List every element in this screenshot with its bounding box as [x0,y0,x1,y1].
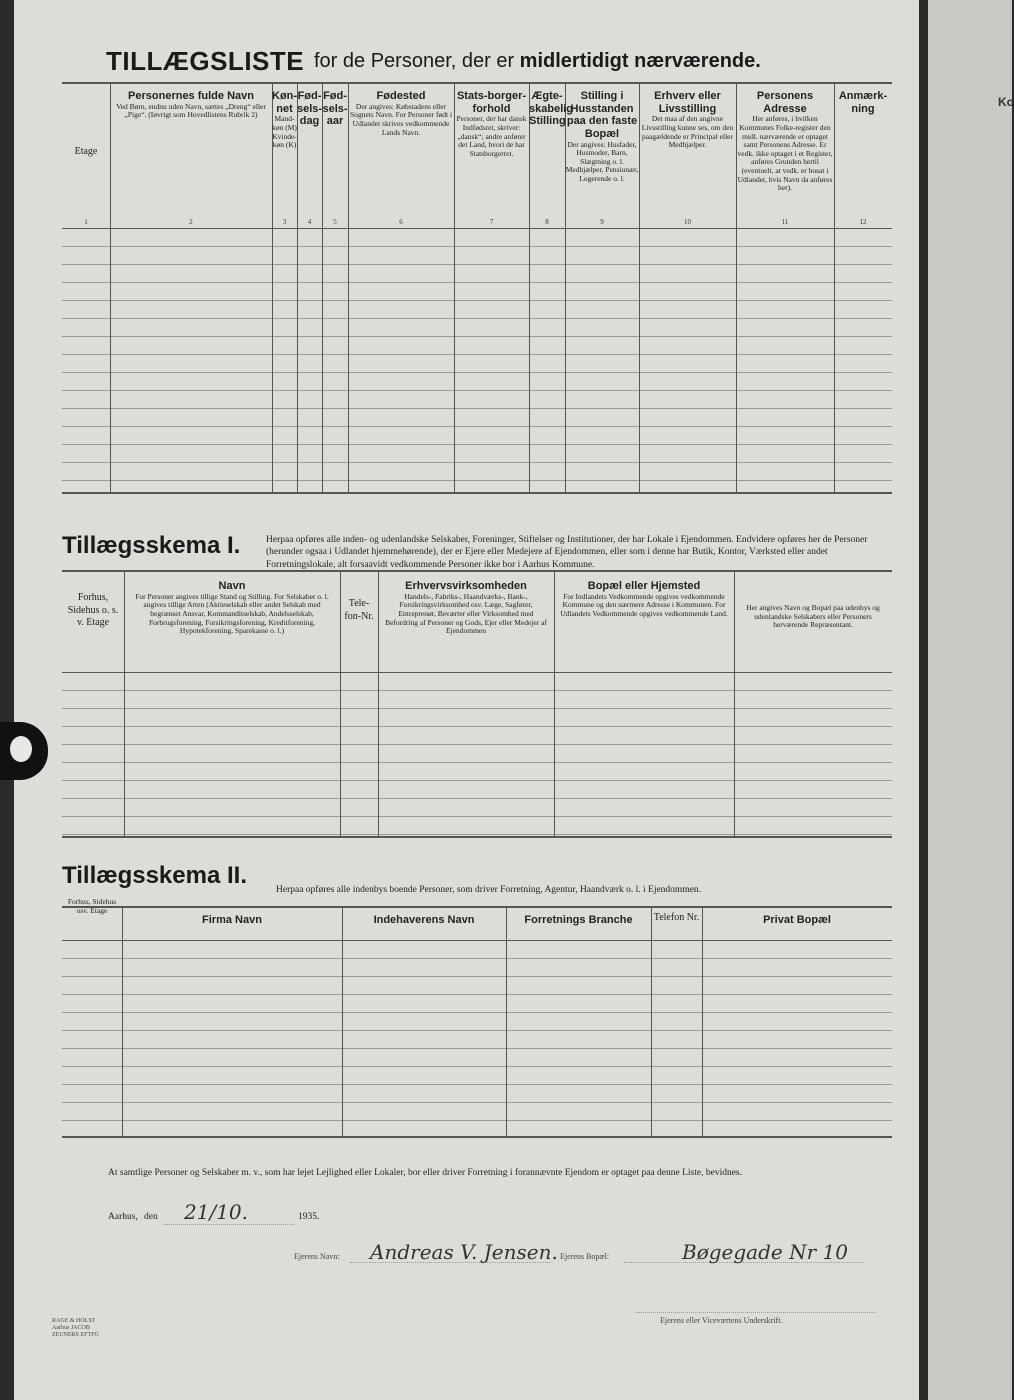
year-label: 1935. [298,1212,320,1222]
form-subtitle: for de Personer, der er midlertidigt nærværende. [314,50,761,72]
main-col-title: Personens Adresse [756,90,814,115]
skema2-col-title: Forretnings Branche [524,914,633,926]
main-col-divider [529,82,530,492]
skema1-col-header-1 [66,592,120,630]
main-col-number: 8 [545,218,549,226]
main-col-instruction: Mand-køn (M) Kvinde-køn (K) [272,114,297,150]
table-row [62,834,892,835]
skema2-col-header-6 [702,914,892,927]
table-row [62,1066,892,1067]
skema1-col-divider [734,570,735,836]
skema1-col-title: Bopæl eller Hjemsted [587,580,701,592]
table-row [62,708,892,709]
main-col-header-12 [834,90,892,115]
main-col-title: Etage [74,146,98,157]
skema1-col-instruction: Forhus, Sidehus o. s. v. Etage [67,592,119,628]
adjacent-page [928,0,1012,1400]
main-col-number: 1 [84,218,88,226]
skema2-col-header-1 [62,898,122,915]
table-row [62,354,892,355]
skema2-title: Tillægsskema II. [62,862,247,889]
main-col-title: Ægte-skabelig Stilling [529,90,574,128]
owner-name-handwritten: Andreas V. Jensen. [370,1240,558,1264]
skema1-col-title: Navn [218,580,246,592]
main-col-header-9 [565,90,639,184]
main-col-header-7 [454,90,529,158]
skema1-col-divider [124,570,125,836]
skema1-col-header-2 [128,580,336,636]
signature-label: Ejerens eller Viceværtens Underskrift. [660,1316,783,1325]
table-row [62,318,892,319]
main-col-instruction: Der angives: Købstadens eller Sognets Navn. For Personer født i Udlandet skrives vedkommende Lands Navn. [349,101,453,137]
skema1-col-header-4 [382,580,550,636]
main-col-title: Erhverv eller Livsstilling [654,90,721,115]
table-row [62,726,892,727]
table-row [62,1012,892,1013]
table-row [62,780,892,781]
main-col-number: 11 [781,218,789,226]
main-col-number: 12 [859,218,867,226]
main-col-header-4 [297,90,322,128]
skema1-col-instruction: For Personer angives tillige Stand og Stilling. For Selskaber o. l. angives tillige Arten (Aktieselskab eller andet Selskab med begrænset Ansvar, Kommanditselskab, Andelsselskab, Forbrugsforening, Forsikringsforening, Kreditforening, Hypotekforening, Sparekasse o. l.) [135,591,329,636]
main-col-header-1 [62,146,110,158]
skema2-col-header-3 [342,914,506,927]
main-col-title: Fød-sels-aar [322,90,348,128]
main-col-title: Fød-sels-dag [297,90,323,128]
main-col-number: 10 [684,218,691,226]
owner-address-handwritten: Bøgegade Nr 10 [682,1240,848,1264]
main-col-instruction: Personer, der har dansk Indfødsret, skriver: „dansk“; andre anfører det Land, hvori de har Statsborgerret. [456,114,527,158]
table-row [62,690,892,691]
main-col-header-8 [529,90,574,128]
table-row [62,744,892,745]
table-row [62,282,892,283]
skema1-col-instruction: Handels-, Fabriks-, Haandværks-, Bank-, Forsikringsvirksomhed osv. Læge, Sagfører, Entreprenør, Beværter eller Virksomhed med Befordring af Personer og Gods, Ejer eller Medejer af Ejendommen [385,591,547,636]
skema2-col-header-4 [506,914,651,927]
main-col-title: Anmærk-ning [838,90,888,115]
main-col-header-2 [110,90,272,120]
table-row [62,1120,892,1121]
main-col-header-10 [639,90,736,150]
skema2-col-title: Privat Bopæl [763,914,831,926]
main-col-title: Køn-net [272,90,298,115]
main-col-number: 7 [489,218,494,226]
main-col-divider [322,82,323,492]
main-col-title: Personernes fulde Navn [128,90,254,102]
skema1-col-header-5 [558,580,730,619]
table-row [62,958,892,959]
main-col-title: Fødested [376,90,426,102]
skema2-col-title: Firma Navn [202,914,262,926]
main-col-instruction: Her anføres, i hvilken Kommunes Folke-register den midl. nærværende er optaget samt Personens Adresse. Er vedk. ikke optaget i et Register, anføres Grunden hertil (eventuelt, at vedk. er hosat i Udlandet, hvis Navn da anføres her). [737,114,833,193]
table-row [62,408,892,409]
skema1-col-instruction: Her angives Navn og Bopæl paa udenbys og udenlandske Selskabers eller Personers herværende Repræsentant. [746,603,880,630]
adjacent-page-fragment: Ko [998,95,1014,109]
skema2-col-header-5 [651,912,702,924]
main-col-number: 6 [399,218,403,226]
skema1-title: Tillægsskema I. [62,532,241,559]
certification-statement: At samtlige Personer og Selskaber m. v., som har lejet Lejlighed eller Lokaler, bor eller driver Forretning i forannævnte Ejendom er optaget paa denne Liste, bevidnes. [108,1168,742,1178]
table-row [62,372,892,373]
skema2-col-divider [702,906,703,1136]
table-row [62,444,892,445]
skema2-col-divider [122,906,123,1136]
main-col-instruction: Der angives: Husfader, Husmoder, Barn, Slægtning o. l. Medhjælper, Pensionær, Logerende o. l. [565,139,639,184]
skema1-description: Herpaa opføres alle inden- og udenlandske Selskaber, Foreninger, Stiftelser og Institutioner, der har Lokale i Ejendommen. Endvidere opføres her de Personer (herunder ogsaa i Udlandet hjemmehørende), der er Ejere eller Medejere af Ejendommen, eller som i denne har Butik, Kontor, Værksted eller andet Forretningslokale, alt forsaavidt vedkommende Personer ikke bor i Aarhus Kommune. [266,535,868,570]
main-col-divider [110,82,111,492]
table-row [62,1048,892,1049]
main-col-title: Stats-borger-forhold [456,90,527,115]
table-row [62,762,892,763]
skema1-col-divider [378,570,379,836]
skema2-col-divider [506,906,507,1136]
skema2-description: Herpaa opføres alle indenbys boende Personer, som driver Forretning, Agentur, Haandværk o. l. i Ejendommen. [276,885,702,895]
place-label: Aarhus, [108,1212,138,1222]
skema1-col-instruction: Tele-fon-Nr. [344,598,374,622]
skema2-col-divider [342,906,343,1136]
main-col-number: 4 [307,218,312,226]
main-col-divider [834,82,835,492]
table-row [62,1030,892,1031]
skema2-col-title: Telefon Nr. [653,912,700,923]
table-row [62,480,892,481]
date-handwritten: 21/10. [184,1200,248,1224]
table-row [62,264,892,265]
main-col-header-11 [736,90,834,193]
skema2-col-title: Forhus, Sidehus osv. Etage [67,897,117,915]
table-row [62,1084,892,1085]
main-col-divider [348,82,349,492]
skema1-col-header-3 [344,598,374,623]
table-row [62,462,892,463]
table-row [62,390,892,391]
skema1-col-title: Erhvervsvirksomheden [405,580,527,592]
owner-address-label: Ejerens Bopæl: [560,1252,610,1261]
main-col-number: 5 [333,218,337,226]
table-row [62,246,892,247]
skema1-col-divider [340,570,341,836]
form-title: TILLÆGSLISTE [106,46,305,76]
main-col-header-5 [322,90,348,128]
skema1-col-divider [554,570,555,836]
main-col-header-3 [272,90,297,150]
census-form-page [14,0,919,1400]
main-col-number: 9 [600,218,604,226]
skema2-col-title: Indehaverens Navn [373,914,475,926]
den-label: den [144,1212,158,1222]
table-row [62,994,892,995]
main-col-instruction: Det maa af den angivne Livsstilling kunne ses, om den paagældende er Principal eller Medhjælper. [641,114,734,150]
skema2-col-header-2 [122,914,342,927]
skema1-col-instruction: For Indlandets Vedkommende opgives vedkommende Kommune og den nærmere Adresse i Kommunen. For Udlandets Vedkommende opgives vedkommende Land. [560,591,728,618]
table-row [62,816,892,817]
main-col-number: 3 [282,218,287,226]
main-col-title: Stilling i Husstanden paa den faste Bopæl [566,90,638,140]
skema1-col-header-6 [738,604,888,630]
table-row [62,1102,892,1103]
owner-name-label: Ejerens Navn: [294,1252,340,1261]
table-row [62,976,892,977]
main-col-header-6 [348,90,454,137]
table-row [62,300,892,301]
printer-mark: RAGE & HOLST Aarhus JACOB ZEUNERS EFTFG [52,1318,99,1339]
skema2-col-divider [651,906,652,1136]
main-col-instruction: Ved Børn, endnu uden Navn, sættes „Dreng“ eller „Pige“. (Iøvrigt som Hovedlistens Rubrik 2) [116,101,266,120]
table-row [62,798,892,799]
table-row [62,336,892,337]
table-row [62,426,892,427]
main-col-divider [297,82,298,492]
main-col-number: 2 [189,218,193,226]
